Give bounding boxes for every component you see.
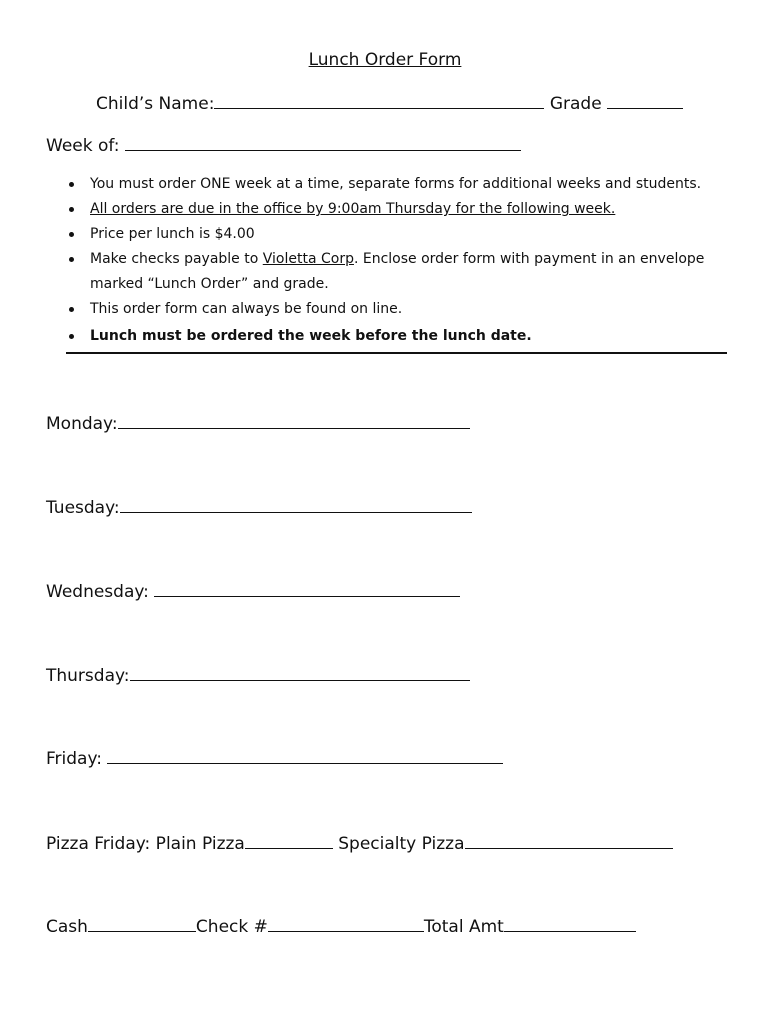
pizza-friday-row	[46, 832, 673, 855]
wednesday-label: Wednesday:	[46, 582, 149, 602]
list-item	[66, 324, 726, 349]
bullet-icon	[69, 307, 74, 312]
list-item	[66, 172, 726, 197]
total-amount-label: Total Amt	[423, 917, 504, 937]
friday-row	[46, 747, 503, 770]
childs-name-label: Child’s Name:	[96, 94, 215, 114]
thursday-field[interactable]	[130, 664, 470, 681]
grade-field[interactable]	[607, 92, 683, 109]
instructions-list	[66, 172, 726, 349]
plain-pizza-field[interactable]	[245, 832, 333, 849]
childs-name-row	[96, 92, 683, 115]
tuesday-label: Tuesday:	[46, 498, 120, 518]
specialty-pizza-label: Specialty Pizza	[338, 834, 465, 854]
childs-name-field[interactable]	[214, 92, 544, 109]
bullet-text: Make checks payable to	[90, 251, 263, 267]
payee-name: Violetta Corp	[262, 251, 354, 267]
monday-label: Monday:	[46, 414, 118, 434]
specialty-pizza-field[interactable]	[465, 832, 673, 849]
list-item	[66, 197, 726, 222]
bullet-text: marked “Lunch Order” and grade.	[90, 276, 329, 292]
week-of-field[interactable]	[125, 134, 521, 151]
bullet-text: Lunch must be ordered the week before the lunch date.	[90, 328, 532, 344]
check-label: Check #	[195, 917, 268, 937]
bullet-text: All orders are due in the office by 9:00am Thursday for the following week.	[90, 201, 616, 217]
divider-rule	[66, 352, 727, 354]
cash-label: Cash	[46, 917, 88, 937]
payment-row	[46, 915, 636, 938]
friday-field[interactable]	[107, 747, 503, 764]
list-item	[66, 247, 726, 297]
wednesday-field[interactable]	[154, 580, 460, 597]
friday-label: Friday:	[46, 749, 103, 769]
list-item	[66, 297, 726, 322]
bullet-icon	[69, 257, 74, 262]
cash-field[interactable]	[88, 915, 196, 932]
thursday-label: Thursday:	[46, 666, 130, 686]
grade-label: Grade	[549, 94, 602, 114]
monday-field[interactable]	[118, 412, 470, 429]
bullet-icon	[69, 207, 74, 212]
bullet-icon	[69, 182, 74, 187]
week-of-label: Week of:	[46, 136, 120, 156]
bullet-icon	[69, 334, 74, 339]
bullet-icon	[69, 232, 74, 237]
tuesday-row	[46, 496, 472, 519]
bullet-text: This order form can always be found on line.	[90, 301, 403, 317]
list-item	[66, 222, 726, 247]
check-number-field[interactable]	[268, 915, 424, 932]
tuesday-field[interactable]	[120, 496, 472, 513]
plain-pizza-label: Pizza Friday: Plain Pizza	[46, 834, 245, 854]
monday-row	[46, 412, 470, 435]
bullet-text: . Enclose order form with payment in an envelope	[353, 251, 705, 267]
thursday-row	[46, 664, 470, 687]
bullet-text: Price per lunch is $4.00	[90, 226, 255, 242]
week-of-row	[46, 134, 521, 157]
wednesday-row	[46, 580, 460, 603]
bullet-text: You must order ONE week at a time, separate forms for additional weeks and students.	[90, 176, 702, 192]
form-title: Lunch Order Form	[308, 50, 462, 70]
total-amount-field[interactable]	[504, 915, 636, 932]
